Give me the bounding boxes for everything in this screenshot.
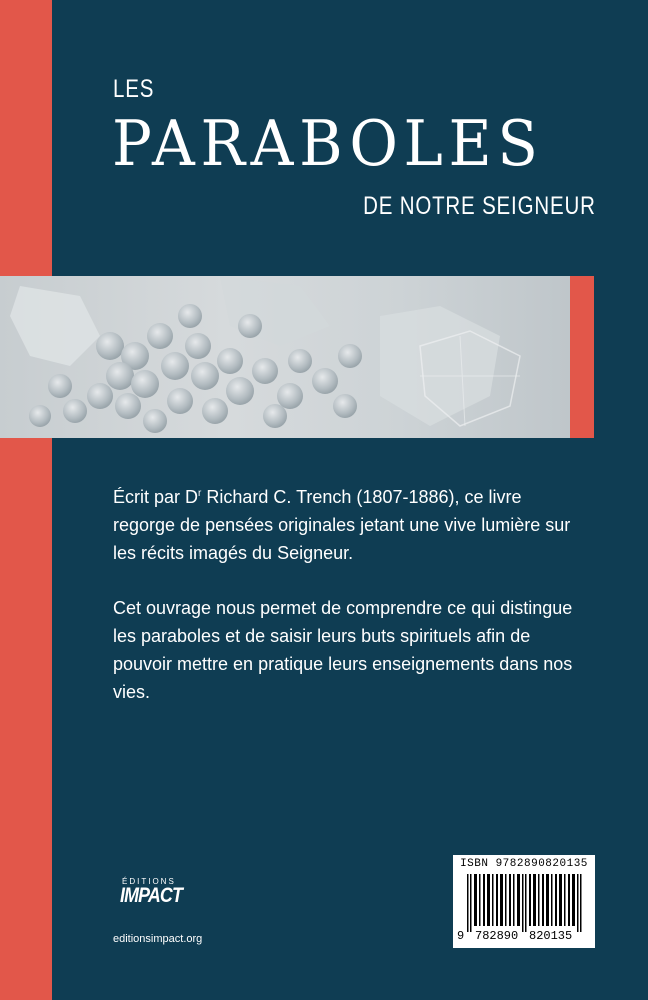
publisher-logo <box>120 877 190 909</box>
publisher-website: editionsimpact.org <box>113 933 203 945</box>
description-paragraph-1: Écrit par $D^r$ Richard C. Trench (1807-1886), ce livre regorge de pensées originales jetant une vive lumière sur les récits imagés du Seigneur. <box>113 487 571 563</box>
title-main: PARABOLES <box>112 107 544 180</box>
title-prefix: LES <box>113 75 155 103</box>
logo-editions: ÉDITIONS <box>122 877 176 886</box>
photo-accent-bar <box>570 276 594 438</box>
barcode <box>453 855 595 948</box>
title-subtitle: DE NOTRE SEIGNEUR <box>363 192 596 220</box>
isbn-digit-group-2: 820135 <box>529 929 573 943</box>
isbn-label: ISBN 9782890820135 <box>460 858 588 870</box>
isbn-digit-group-1: 782890 <box>475 929 519 943</box>
barcode-bars <box>459 874 589 932</box>
logo-impact: IMPACT <box>120 884 182 907</box>
grapes-photo <box>0 276 570 438</box>
grapes-illustration <box>0 276 570 438</box>
description <box>113 480 588 733</box>
isbn-digit-lead: 9 <box>457 929 465 943</box>
title-block <box>0 0 648 270</box>
description-paragraph-2: Cet ouvrage nous permet de comprendre ce qui distingue les paraboles et de saisir leurs buts spirituels afin de pouvoir mettre en pratique leurs enseignements dans nos vies. <box>113 598 573 702</box>
